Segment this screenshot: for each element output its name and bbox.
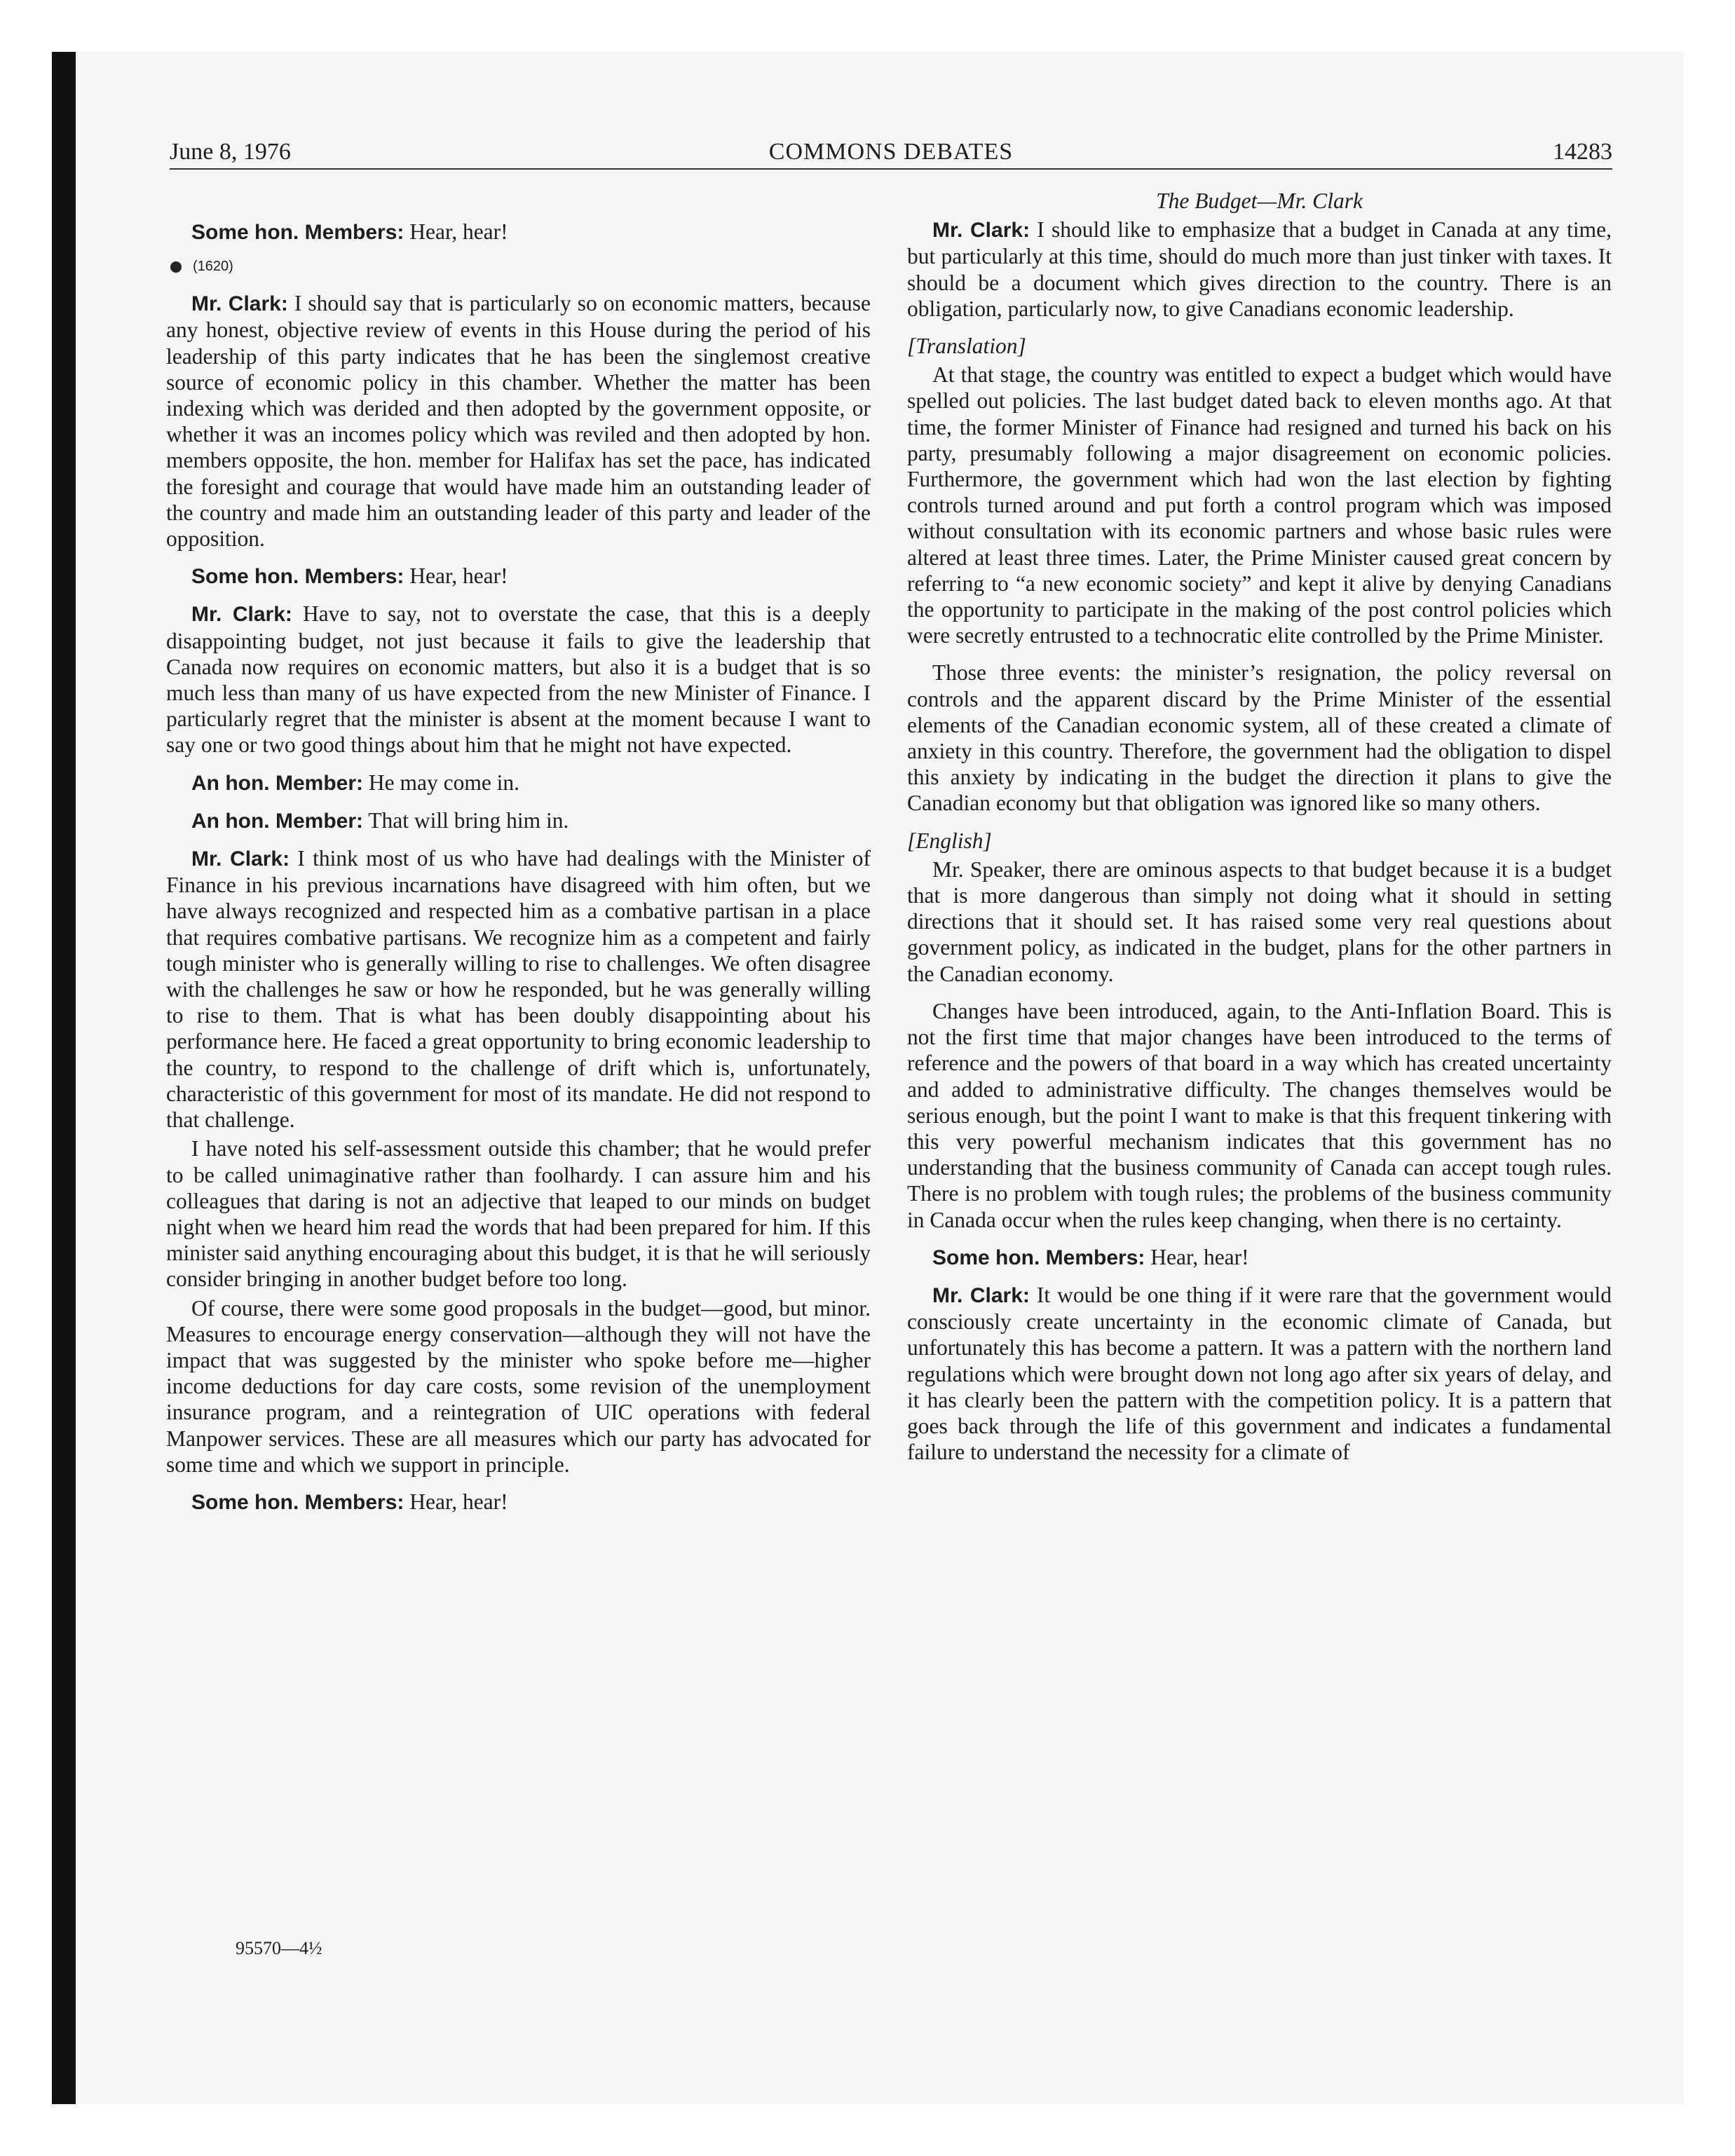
paragraph-text: He may come in. bbox=[363, 770, 520, 795]
left-paragraph-9: Of course, there were some good proposals in the budget—good, but minor. Measures to encourage energy conservation—although they will not have the impact that was suggested by the minister who spoke before me—higher income deductions for day care costs, some revision of the unemployment insurance program, and a reintegration of UIC operations with federal Manpower services. These are all measures which our party has advocated for some time and which we support in principle. bbox=[166, 1295, 871, 1477]
right-paragraph-3: Those three events: the minister’s resignation, the policy reversal on controls and the apparent discard by the Prime Minister of the essential elements of the Canadian economic system, all of these created a climate of anxiety in this country. Therefore, the government had the obligation to dispel this anxiety by indicating in the budget the direction it plans to give the Canadian economy but that obligation was ignored like so many others. bbox=[907, 660, 1612, 816]
header-rule bbox=[170, 168, 1612, 170]
right-paragraph-4: Mr. Speaker, there are ominous aspects to that budget because it is a budget that is more dangerous than simply not doing what it should in setting directions that it should set. It has raised some very real questions about government policy, as indicated in the budget, plans for the other partners in the Canadian economy. bbox=[907, 857, 1612, 986]
speaker-label: Mr. Clark: bbox=[932, 1283, 1030, 1307]
page-number: 14283 bbox=[1553, 139, 1612, 165]
paragraph-text: I should say that is particularly so on economic matters, because any honest, objective review of events in this House during the period of his leadership of this party indicates that he has been the singlemost creative source of economic policy in this chamber. Whether the matter has been indexing which was derided and then adopted by the government opposite, or whether it was an incomes policy which was reviled and then adopted by hon. members opposite, the hon. member for Halifax has set the pace, has indicated the foresight and courage that would have made him an outstanding leader of the country and made him an outstanding leader of this party and leader of the opposition. bbox=[166, 291, 871, 552]
speaker-label: Mr. Clark: bbox=[932, 219, 1030, 243]
paragraph-text: I should like to emphasize that a budget in Canada at any time, but particularly at this time, should do much more than just tinker with taxes. It should be a document which gives direction to the country. There is an obligation, particularly now, to give Canadians economic leadership. bbox=[907, 217, 1612, 321]
paragraph-text: Have to say, not to overstate the case, that this is a deeply disappointing budget, not just because it fails to give the leadership that Canada now requires on economic matters, but also it is a budget that is so much less than many of us have expected from the new Minister of Finance. I particularly regret that the minister is absent at the moment because I want to say one or two good things about him that he might not have expected. bbox=[166, 601, 871, 758]
paragraph-text: I think most of us who have had dealings with the Minister of Finance in his previous incarnations have disagreed with him often, but we have always recognized and respected him as a combative partisan in a place that requires combative partisans. We recognize him as a competent and fairly tough minister who is generally willing to rise to challenges. We often disagree with the challenges he saw or how he responded, but he was generally willing to rise to them. That is what has been doubly disappointing about his performance here. He faced a great opportunity to bring economic leadership to the country, to respond to the challenge of drift which is, unfortunately, characteristic of this government for most of its mandate. He did not respond to that challenge. bbox=[166, 846, 871, 1133]
left-column bbox=[166, 219, 871, 1527]
speaker-label: Mr. Clark: bbox=[191, 847, 290, 871]
bullet-dot-icon bbox=[170, 261, 182, 273]
scan-edge-bar bbox=[52, 52, 76, 2104]
header-title: COMMONS DEBATES bbox=[768, 139, 1014, 165]
time-marker bbox=[166, 257, 871, 276]
paragraph-text: Hear, hear! bbox=[404, 1489, 508, 1514]
right-paragraph-2: At that stage, the country was entitled to expect a budget which would have spelled out policies. The last budget dated back to eleven months ago. At that time, the former Minister of Finance had resigned and turned his back on his party, presumably following a major disagreement on economic policies. Furthermore, the government which had won the last election by fighting controls turned around and put forth a control program which was imposed without consultation with its economic partners and whose basic rules were altered at least three times. Later, the Prime Minister caused great concern by referring to “a new economic society” and kept it alive by denying Canadians the opportunity to participate in the making of the post control policies which were secretly entrusted to a technocratic elite controlled by the Prime Minister. bbox=[907, 362, 1612, 648]
right-paragraph-5: Changes have been introduced, again, to the Anti-Inflation Board. This is not the first time that major changes have been introduced to the terms of reference and the powers of that board in a way which has created uncertainty and added to administrative difficulty. The changes themselves would be serious enough, but the point I want to make is that this frequent tinkering with this very powerful mechanism indicates that this government has no understanding that the business community of Canada can accept tough rules. There is no problem with tough rules; the problems of the business community in Canada occur when the rules keep changing, when there is no certainty. bbox=[907, 998, 1612, 1232]
speaker-label: Some hon. Members: bbox=[932, 1246, 1145, 1269]
right-paragraph-7 bbox=[907, 1282, 1612, 1465]
speaker-label: Some hon. Members: bbox=[191, 1490, 404, 1514]
speaker-label: Mr. Clark: bbox=[191, 603, 292, 627]
left-paragraph-7 bbox=[166, 845, 871, 1133]
left-paragraph-5 bbox=[166, 770, 871, 796]
speaker-label: Some hon. Members: bbox=[191, 565, 404, 589]
left-paragraph-4 bbox=[166, 601, 871, 758]
left-paragraph-6 bbox=[166, 807, 871, 834]
language-marker: [Translation] bbox=[907, 334, 1026, 359]
left-paragraph-10 bbox=[166, 1489, 871, 1515]
paragraph-text: It would be one thing if it were rare that the government would consciously create uncertainty in the economic climate of Canada, but unfortunately this has become a pattern. It was a pattern with the northern land regulations which were brought down not long ago after six years of delay, and it has clearly been the pattern with the competition policy. It is a pattern that goes back through the life of this government and indicates a fundamental failure to understand the necessity for a climate of bbox=[907, 1282, 1612, 1465]
right-column bbox=[907, 188, 1612, 1476]
paragraph-text: Hear, hear! bbox=[1145, 1244, 1249, 1269]
time-marker-text: (1620) bbox=[193, 259, 233, 275]
language-marker: [English] bbox=[907, 828, 992, 853]
header-date: June 8, 1976 bbox=[170, 139, 291, 165]
running-head: The Budget—Mr. Clark bbox=[1156, 189, 1363, 213]
left-paragraph-8: I have noted his self-assessment outside this chamber; that he would prefer to be called unimaginative rather than foolhardy. I can assure him and his colleagues that daring is not an adjective that leaped to our minds on budget night when we heard him read the words that had been prepared for him. If this minister said anything encouraging about this budget, it is that he will seriously consider bringing in another budget before too long. bbox=[166, 1136, 871, 1292]
right-paragraph-6 bbox=[907, 1244, 1612, 1271]
speaker-label: An hon. Member: bbox=[191, 771, 363, 795]
page-header bbox=[170, 135, 1612, 169]
speaker-label: Mr. Clark: bbox=[191, 292, 288, 316]
speaker-label: An hon. Member: bbox=[191, 809, 363, 833]
footer-code: 95570—4½ bbox=[236, 1938, 322, 1958]
paragraph-text: That will bring him in. bbox=[363, 807, 569, 833]
right-paragraph-1 bbox=[907, 217, 1612, 322]
paragraph-text: Hear, hear! bbox=[404, 219, 508, 244]
speaker-label: Some hon. Members: bbox=[191, 221, 404, 244]
left-paragraph-1 bbox=[166, 219, 871, 245]
left-paragraph-2 bbox=[166, 290, 871, 552]
left-paragraph-3 bbox=[166, 563, 871, 589]
paragraph-text: Hear, hear! bbox=[404, 564, 508, 589]
